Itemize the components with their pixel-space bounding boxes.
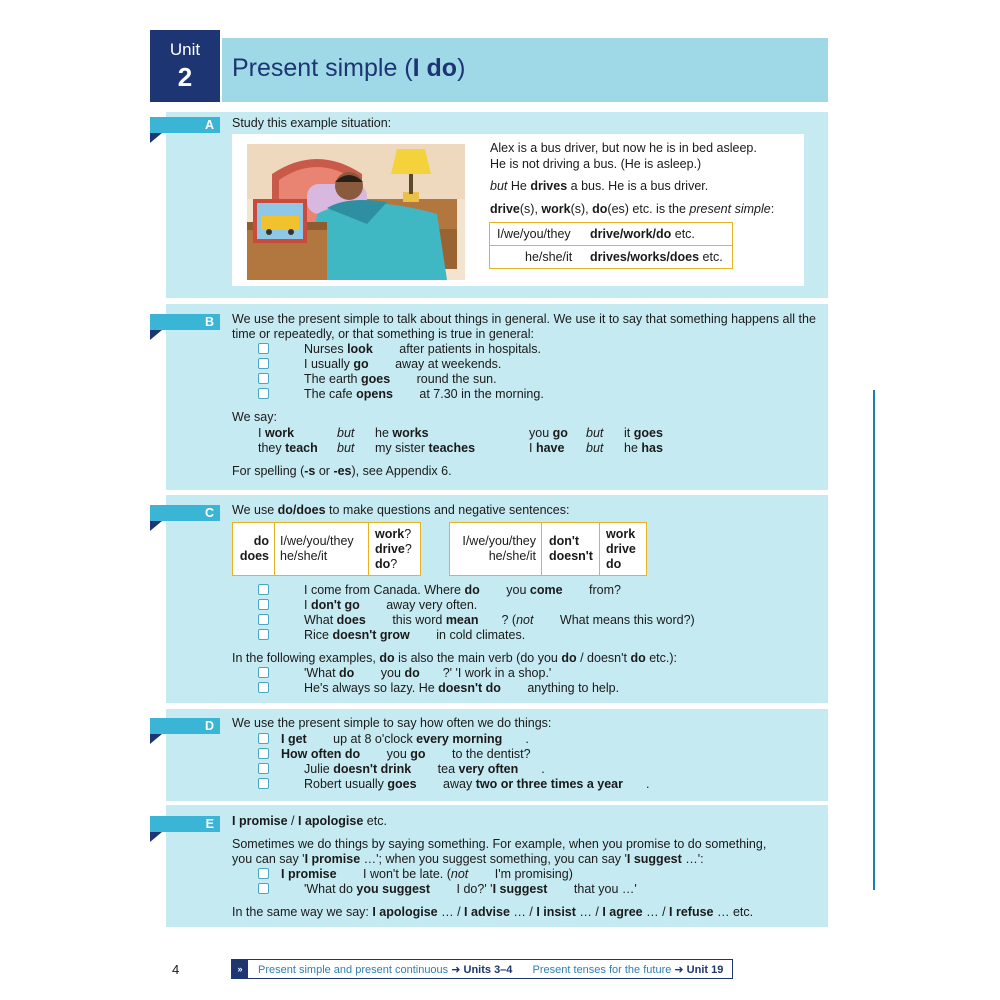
c-question-table: [232, 522, 421, 576]
e-last-line: In the same way we say: I apologise … / I advise … / I insist … / I agree … / I refuse … etc.: [232, 905, 754, 919]
xref-link-unit-19[interactable]: Present tenses for the future ➜ Unit 19: [532, 964, 724, 976]
b-r1c1: I work: [258, 426, 295, 440]
b-r2c2: but: [337, 441, 355, 455]
b-bullet-3: The earth goes round the sun.: [258, 372, 497, 386]
c-q-verb-cell: [369, 523, 419, 575]
d-intro: We use the present simple to say how often we do things:: [232, 716, 552, 730]
a-row1-forms: drive/work/do etc.: [590, 227, 695, 241]
b-bullet-2: I usually go away at weekends.: [258, 357, 501, 371]
b-bullet-4: The cafe opens at 7.30 in the morning.: [258, 387, 544, 401]
c-q-verb-1: work?: [375, 527, 412, 541]
a-line-1: Alex is a bus driver, but now he is in bed asleep.: [490, 141, 757, 155]
c-q-does: does: [239, 549, 269, 563]
b-r1c5: but: [586, 426, 604, 440]
b-bullet-1: Nurses look after patients in hospitals.: [258, 342, 541, 356]
c-n-verb-cell: [600, 523, 645, 575]
c-n-subject-cell: [450, 523, 542, 575]
c-n-subject-2: he/she/it: [488, 549, 536, 563]
unit-badge: [150, 30, 220, 102]
c-bullet-4: Rice doesn't grow in cold climates.: [258, 628, 525, 642]
c-bullet-1: I come from Canada. Where do you come from?: [258, 583, 621, 597]
b-r2c6: he has: [624, 441, 663, 455]
e-line-2: you can say 'I promise …'; when you suggest something, you can say 'I suggest …':: [232, 852, 704, 866]
c-n-verb-3: do: [606, 557, 622, 571]
a-row1-subject: I/we/you/they: [497, 227, 571, 241]
c-q-verb-3: do?: [375, 557, 398, 571]
b-r1c3: he works: [375, 426, 429, 440]
section-a-intro: Study this example situation:: [232, 116, 392, 130]
c-n-subject-1: I/we/you/they: [462, 534, 536, 548]
section-b-tab: B: [150, 314, 220, 330]
section-e-tab: E: [150, 816, 220, 832]
c-n-aux-cell: [542, 523, 600, 575]
b-line-2: time or repeatedly, or that something is true in general:: [232, 327, 535, 341]
b-r2c3: my sister teaches: [375, 441, 476, 455]
unit-word: Unit: [169, 40, 201, 59]
c-q-subject-2: he/she/it: [280, 549, 328, 563]
c-bullet-3: What does this word mean ? (not What means this word?): [258, 613, 695, 627]
page-title: Present simple (I do): [232, 54, 466, 82]
b-we-say: We say:: [232, 410, 277, 424]
c-n-verb-2: drive: [606, 542, 636, 556]
d-bullet-3: Julie doesn't drink tea very often .: [258, 762, 545, 776]
cross-reference-text: [258, 963, 723, 976]
c-q-do: do: [253, 534, 269, 548]
a-table-row-2: [489, 245, 733, 269]
e-bullet-2: 'What do you suggest I do?' 'I suggest that you …': [258, 882, 637, 896]
c-n-doesnt: doesn't: [549, 549, 593, 563]
c-negative-table: [449, 522, 647, 576]
e-bullet-1: I promise I won't be late. (not I'm promising): [258, 867, 573, 881]
unit-number: 2: [177, 62, 193, 92]
c-q-aux-cell: [233, 523, 275, 575]
section-a-tab: A: [150, 117, 220, 133]
b-r1c4: you go: [529, 426, 568, 440]
d-bullet-1: I get up at 8 o'clock every morning .: [258, 732, 529, 746]
c-bullet-5: 'What do you do ?' 'I work in a shop.': [258, 666, 551, 680]
b-r1c2: but: [337, 426, 355, 440]
c-n-dont: don't: [549, 534, 580, 548]
b-line-1: We use the present simple to talk about things in general. We use it to say that something happens all the: [232, 312, 816, 326]
page-number: 4: [172, 962, 180, 977]
c-q-subject-cell: [275, 523, 369, 575]
c-n-verb-1: work: [606, 527, 636, 541]
xref-link-units-3-4[interactable]: Present simple and present continuous ➜ Units 3–4: [258, 964, 513, 976]
b-spelling-note: For spelling (-s or -es), see Appendix 6.: [232, 464, 452, 478]
a-line-2: He is not driving a bus. (He is asleep.): [490, 157, 702, 171]
b-r2c1: they teach: [258, 441, 318, 455]
b-r2c5: but: [586, 441, 604, 455]
b-r2c4: I have: [529, 441, 565, 455]
e-heading: I promise / I apologise etc.: [232, 814, 387, 828]
a-line-3: but He drives a bus. He is a bus driver.: [490, 179, 709, 193]
c-bullet-2: I don't go away very often.: [258, 598, 477, 612]
section-c-tab: C: [150, 505, 220, 521]
a-row2-forms: drives/works/does etc.: [590, 250, 723, 264]
a-row2-subject: he/she/it: [525, 250, 573, 264]
c-q-verb-2: drive?: [375, 542, 412, 556]
title-band: [222, 38, 828, 102]
double-chevron-icon: »: [232, 960, 248, 978]
c-intro: We use do/does to make questions and negative sentences:: [232, 503, 570, 517]
e-line-1: Sometimes we do things by saying something. For example, when you promise to do something,: [232, 837, 767, 851]
c-follow-text: In the following examples, do is also the main verb (do you do / doesn't do etc.):: [232, 651, 677, 665]
c-bullet-6: He's always so lazy. He doesn't do anything to help.: [258, 681, 619, 695]
bus-driver-asleep-illustration: [247, 144, 465, 280]
section-d-tab: D: [150, 718, 220, 734]
d-bullet-4: Robert usually goes away two or three times a year .: [258, 777, 649, 791]
cross-reference-bar[interactable]: [231, 959, 733, 979]
margin-rule: [873, 390, 875, 890]
a-line-4: drive(s), work(s), do(es) etc. is the present simple:: [490, 202, 775, 216]
a-table-row-1: [489, 222, 733, 246]
c-q-subject-1: I/we/you/they: [280, 534, 354, 548]
d-bullet-2: How often do you go to the dentist?: [258, 747, 531, 761]
b-r1c6: it goes: [624, 426, 663, 440]
